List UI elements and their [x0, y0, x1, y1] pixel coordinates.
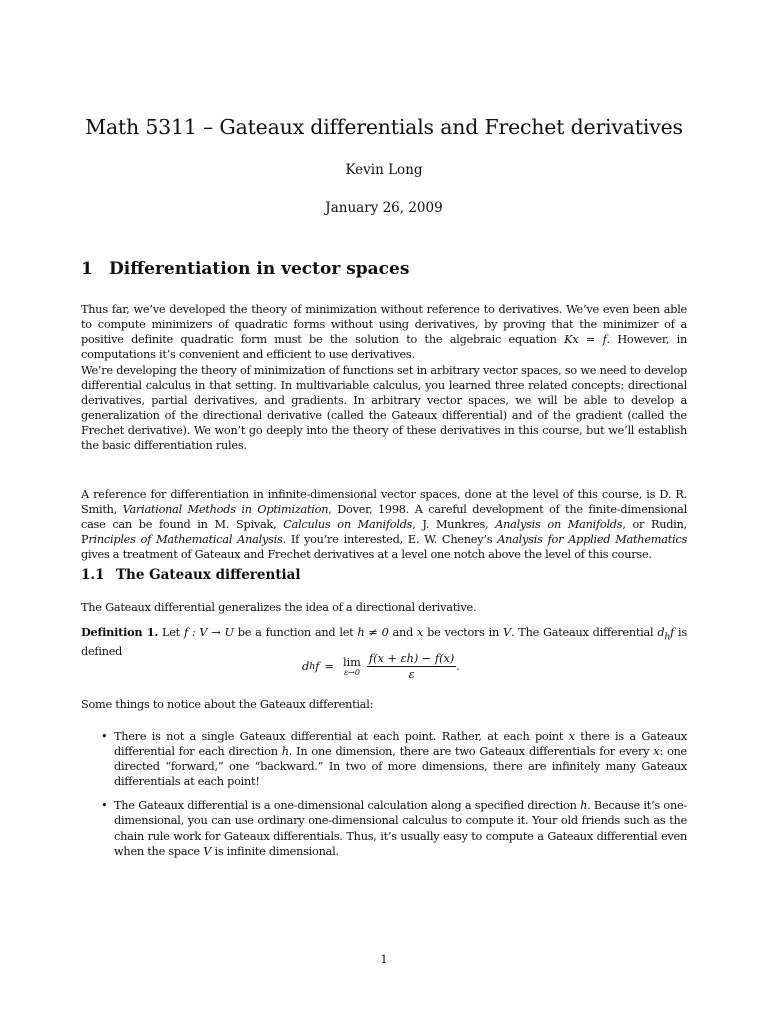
- paragraph-text: : one directed “forward,” one “backward.” In two of more dimensions, there are infinitely many Gateaux differentials at each point!: [114, 745, 687, 789]
- paragraph-text: Thus far, we’ve developed the theory of minimization without reference to derivatives. We’ve even been able to compute minimizers of quadratic forms without using derivatives, by proving that the minimizer of a positive definite quadratic form must be the solution to the algebraic equation: [81, 303, 687, 347]
- book-title: Calculus on Manifolds: [283, 518, 413, 532]
- paragraph-text: is infinite dimensional.: [211, 844, 339, 858]
- limit-subscript: ε→0: [343, 668, 360, 677]
- paragraph-text: and: [388, 626, 418, 639]
- paragraph-text: . In one dimension, there are two Gateaux differentials for every: [288, 745, 654, 759]
- inline-math: x: [653, 745, 660, 759]
- inline-math: V: [203, 844, 212, 858]
- paragraph-motivation: We’re developing the theory of minimization of functions set in arbitrary vector spaces, so we need to develop differential calculus in that setting. In multivariable calculus, you learned three related concepts: directional derivatives, partial derivatives, and gradients. In arbitrary vector spaces, we will be able to develop a generalization of the directional derivative (called the Gateaux differential) and of the gradient (called the Frechet derivative). We won’t go deeply into the theory of these derivatives in this course, but we’ll establish the basic differentiation rules.: [81, 364, 687, 453]
- subsection-heading: [81, 567, 301, 583]
- equation-lhs: f: [315, 660, 320, 673]
- bullet-icon: •: [101, 730, 108, 743]
- paragraph-text: is defined: [81, 626, 687, 659]
- paragraph-text: be a function and let: [233, 626, 358, 639]
- inline-math: Kx = f: [564, 333, 607, 347]
- limit-text: lim: [342, 656, 361, 669]
- section-heading: [81, 259, 409, 279]
- paragraph-text: A reference for differentiation in infinite-dimensional vector spaces, done at the level of this course, is D. R. Smith,: [81, 488, 687, 517]
- fraction: [367, 652, 456, 681]
- page-number: 1: [380, 952, 388, 966]
- inline-math: x: [417, 626, 424, 639]
- paragraph-references: [81, 487, 687, 562]
- paragraph-text: be vectors in: [423, 626, 504, 639]
- paragraph-text: Let: [162, 626, 184, 639]
- subsection-number: 1.1: [81, 567, 105, 583]
- paragraph-notice: Some things to notice about the Gateaux differential:: [81, 698, 374, 711]
- section-title: Differentiation in vector spaces: [109, 259, 410, 279]
- paragraph-text: , Dover, 1998. A careful development of the finite-dimensional case can be found in M. Spivak,: [81, 503, 687, 532]
- paragraph-text: . However, in computations it’s convenient and efficient to use derivatives.: [81, 333, 687, 362]
- subsection-title: The Gateaux differential: [116, 567, 301, 583]
- equation-lhs-subscript: h: [309, 661, 316, 672]
- book-title: Variational Methods in Optimization: [122, 503, 329, 517]
- inline-math: d: [657, 626, 665, 639]
- paragraph-text: . If you’re interested, E. W. Cheney’s: [282, 533, 498, 547]
- book-title: Analysis on Manifolds: [495, 518, 623, 532]
- list-item: [81, 729, 687, 789]
- bullet-list: [81, 729, 687, 868]
- equation-period: .: [456, 660, 460, 673]
- inline-math: x: [568, 730, 575, 743]
- book-title: Analysis for Applied Mathematics: [497, 533, 687, 547]
- inline-math-subscript: h: [664, 631, 671, 643]
- inline-math: f : V → U: [183, 626, 234, 639]
- paragraph-text: , J. Munkres,: [412, 518, 496, 532]
- paragraph-intro: [81, 302, 687, 362]
- inline-math: V: [503, 626, 511, 639]
- inline-math: f: [670, 626, 675, 639]
- equals-sign: =: [324, 660, 334, 673]
- paragraph-text: there is a Gateaux differential for each direction: [114, 730, 687, 759]
- paragraph-gateaux-intro: The Gateaux differential generalizes the idea of a directional derivative.: [81, 601, 477, 614]
- document-title: Math 5311 – Gateaux differentials and Frechet derivatives: [85, 115, 683, 139]
- bullet-icon: •: [101, 799, 108, 813]
- paragraph-text: . Because it’s one-dimensional, you can use ordinary one-dimensional calculus to compute it. Your old friends such as the chain rule work for Gateaux differentials. Thus, it’s usually easy to compute a Gateaux differential even when the space: [114, 799, 687, 858]
- inline-math: h: [580, 799, 588, 813]
- paragraph-text: , or Rudin, P: [81, 518, 688, 547]
- author-name: Kevin Long: [345, 162, 423, 178]
- inline-math: h ≠ 0: [357, 626, 389, 639]
- display-equation: [302, 652, 460, 681]
- document-date: January 26, 2009: [325, 200, 443, 216]
- equation-lhs: d: [302, 660, 310, 673]
- fraction-denominator: ε: [408, 668, 415, 681]
- paragraph-text: The Gateaux differential is a one-dimensional calculation along a specified direction: [114, 799, 581, 813]
- inline-math: h: [281, 745, 289, 759]
- definition-label: Definition 1.: [81, 625, 159, 639]
- fraction-numerator: f(x + εh) − f(x): [368, 652, 455, 665]
- paragraph-text: There is not a single Gateaux differential at each point. Rather, at each point: [114, 730, 569, 743]
- limit-operator: [343, 656, 361, 677]
- paragraph-text: gives a treatment of Gateaux and Frechet derivatives at a level one notch above the level of this course.: [81, 548, 652, 562]
- section-number: 1: [81, 259, 93, 279]
- book-title: rinciples of Mathematical Analysis: [88, 533, 283, 547]
- list-item: [81, 798, 687, 858]
- paragraph-text: . The Gateaux differential: [510, 626, 658, 639]
